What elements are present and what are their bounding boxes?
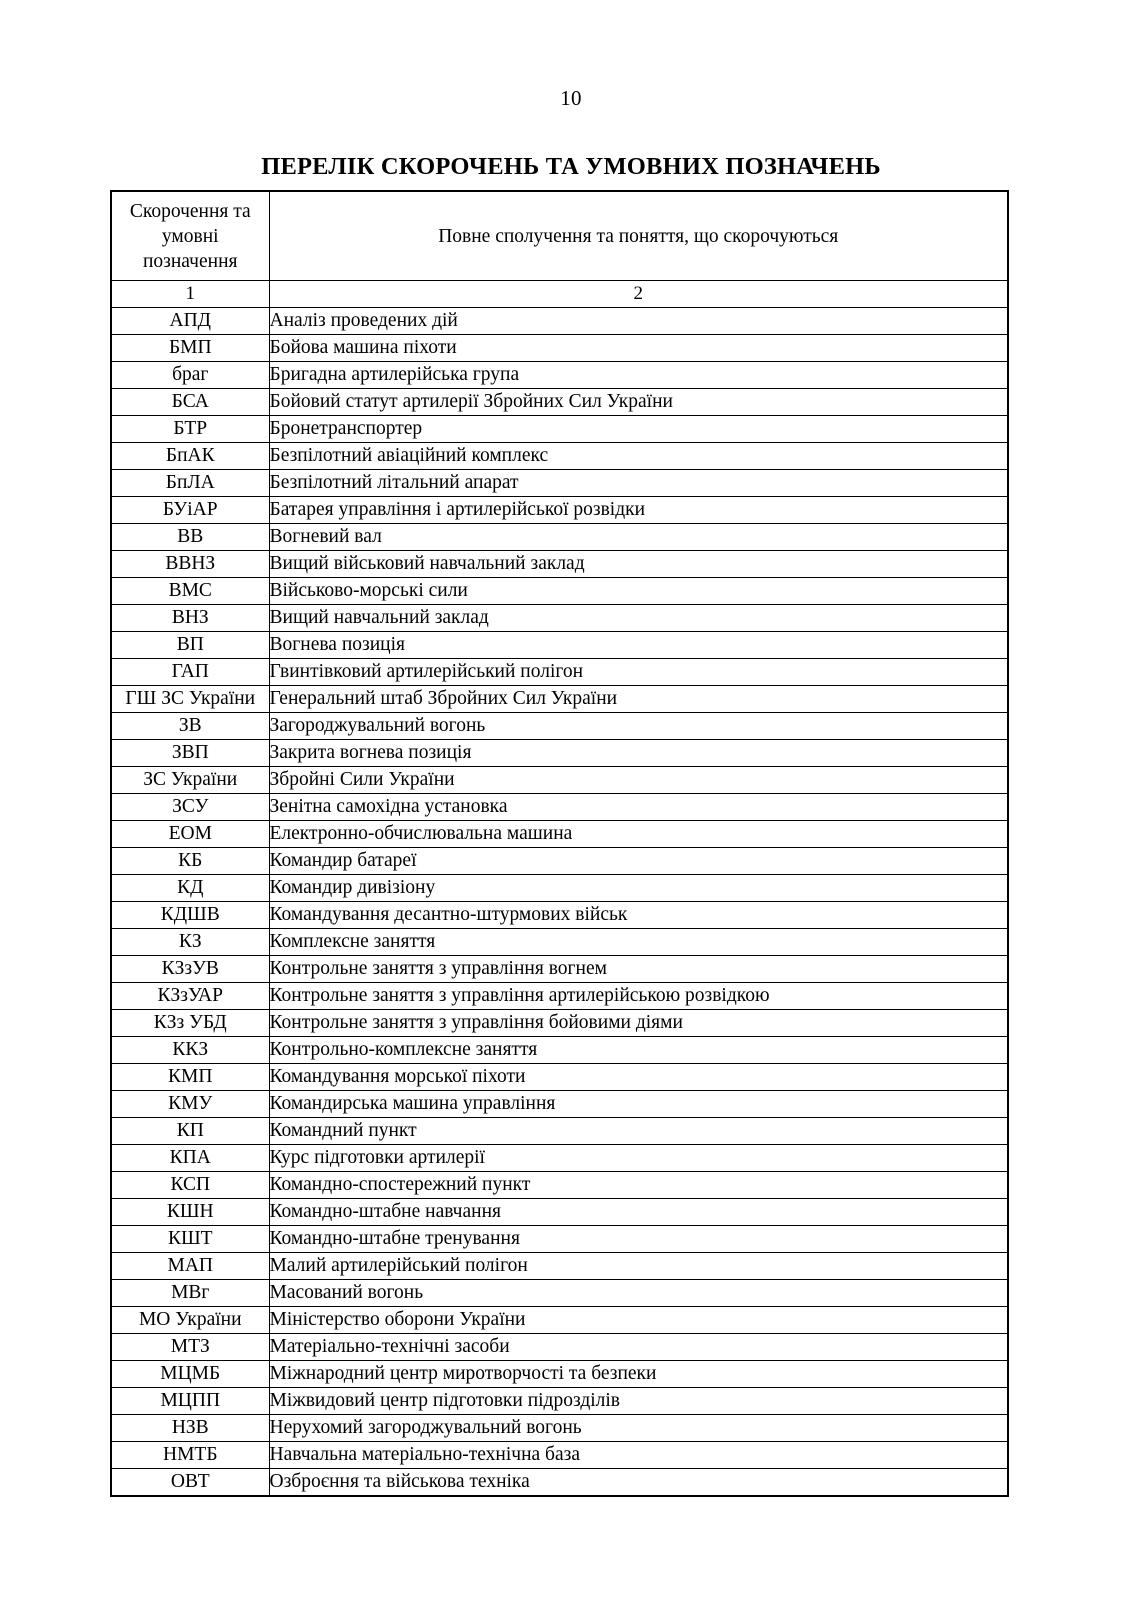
full-form-cell: Командирська машина управління bbox=[269, 1091, 1008, 1118]
full-form-cell: Міністерство оборони України bbox=[269, 1307, 1008, 1334]
full-form-cell: Збройні Сили України bbox=[269, 767, 1008, 794]
table-row bbox=[111, 1307, 1008, 1334]
table-row bbox=[111, 1037, 1008, 1064]
full-form-cell: Бойова машина піхоти bbox=[269, 335, 1008, 362]
table-row bbox=[111, 1199, 1008, 1226]
full-form-cell: Зенітна самохідна установка bbox=[269, 794, 1008, 821]
table-row bbox=[111, 902, 1008, 929]
abbreviation-cell: КЗз УБД bbox=[111, 1010, 269, 1037]
page-number: 10 bbox=[560, 86, 582, 110]
abbreviation-cell: ЗВ bbox=[111, 713, 269, 740]
table-row bbox=[111, 1226, 1008, 1253]
abbreviation-cell: МЦМБ bbox=[111, 1361, 269, 1388]
full-form-cell: Безпілотний літальний апарат bbox=[269, 470, 1008, 497]
full-form-cell: Контрольно-комплексне заняття bbox=[269, 1037, 1008, 1064]
full-form-cell: Бригадна артилерійська група bbox=[269, 362, 1008, 389]
abbreviation-cell: КПА bbox=[111, 1145, 269, 1172]
full-form-cell: Контрольне заняття з управління артилерійською розвідкою bbox=[269, 983, 1008, 1010]
abbreviation-cell: ЗВП bbox=[111, 740, 269, 767]
abbreviation-cell: БпЛА bbox=[111, 470, 269, 497]
table-row bbox=[111, 1442, 1008, 1469]
abbreviation-cell: БСА bbox=[111, 389, 269, 416]
abbreviation-cell: ОВТ bbox=[111, 1469, 269, 1497]
abbreviation-cell: КЗзУАР bbox=[111, 983, 269, 1010]
abbreviation-cell: КСП bbox=[111, 1172, 269, 1199]
abbreviation-cell: БпАК bbox=[111, 443, 269, 470]
full-form-cell: Командир батареї bbox=[269, 848, 1008, 875]
abbreviation-cell: ВП bbox=[111, 632, 269, 659]
full-form-cell: Батарея управління і артилерійської розвідки bbox=[269, 497, 1008, 524]
page-title: ПЕРЕЛІК СКОРОЧЕНЬ ТА УМОВНИХ ПОЗНАЧЕНЬ bbox=[261, 153, 881, 181]
table-row bbox=[111, 416, 1008, 443]
table-row bbox=[111, 389, 1008, 416]
full-form-cell: Командно-штабне тренування bbox=[269, 1226, 1008, 1253]
abbreviation-cell: КД bbox=[111, 875, 269, 902]
abbreviation-cell: НМТБ bbox=[111, 1442, 269, 1469]
table-row bbox=[111, 1253, 1008, 1280]
table-row bbox=[111, 1361, 1008, 1388]
column-header-abbreviation: Скорочення та умовні позначення bbox=[111, 191, 269, 281]
table-body bbox=[111, 308, 1008, 1497]
table-row bbox=[111, 1172, 1008, 1199]
abbreviation-cell: МВг bbox=[111, 1280, 269, 1307]
table-row bbox=[111, 551, 1008, 578]
abbreviation-cell: КМП bbox=[111, 1064, 269, 1091]
abbreviation-cell: ККЗ bbox=[111, 1037, 269, 1064]
table-row bbox=[111, 335, 1008, 362]
table-row bbox=[111, 1145, 1008, 1172]
full-form-cell: Бойовий статут артилерії Збройних Сил України bbox=[269, 389, 1008, 416]
abbreviation-cell: БМП bbox=[111, 335, 269, 362]
full-form-cell: Аналіз проведених дій bbox=[269, 308, 1008, 335]
abbreviation-cell: АПД bbox=[111, 308, 269, 335]
abbreviation-cell: НЗВ bbox=[111, 1415, 269, 1442]
full-form-cell: Військово-морські сили bbox=[269, 578, 1008, 605]
table-column-number-row bbox=[111, 281, 1008, 308]
abbreviations-table-container bbox=[110, 190, 1007, 1497]
table-head bbox=[111, 191, 1008, 308]
full-form-cell: Контрольне заняття з управління бойовими діями bbox=[269, 1010, 1008, 1037]
abbreviation-cell: КШН bbox=[111, 1199, 269, 1226]
table-row bbox=[111, 308, 1008, 335]
full-form-cell: Бронетранспортер bbox=[269, 416, 1008, 443]
full-form-cell: Малий артилерійський полігон bbox=[269, 1253, 1008, 1280]
table-row bbox=[111, 578, 1008, 605]
abbreviation-cell: ГШ ЗС України bbox=[111, 686, 269, 713]
full-form-cell: Закрита вогнева позиція bbox=[269, 740, 1008, 767]
full-form-cell: Курс підготовки артилерії bbox=[269, 1145, 1008, 1172]
full-form-cell: Міжнародний центр миротворчості та безпеки bbox=[269, 1361, 1008, 1388]
table-row bbox=[111, 443, 1008, 470]
column-header-full-form: Повне сполучення та поняття, що скорочуються bbox=[269, 191, 1008, 281]
table-row bbox=[111, 1010, 1008, 1037]
abbreviation-cell: ВВНЗ bbox=[111, 551, 269, 578]
full-form-cell: Вищий навчальний заклад bbox=[269, 605, 1008, 632]
table-row bbox=[111, 1091, 1008, 1118]
full-form-cell: Електронно-обчислювальна машина bbox=[269, 821, 1008, 848]
abbreviation-cell: КБ bbox=[111, 848, 269, 875]
abbreviation-cell: КДШВ bbox=[111, 902, 269, 929]
table-row bbox=[111, 929, 1008, 956]
table-row bbox=[111, 1118, 1008, 1145]
table-row bbox=[111, 848, 1008, 875]
table-row bbox=[111, 497, 1008, 524]
abbreviations-table bbox=[110, 190, 1009, 1497]
full-form-cell: Безпілотний авіаційний комплекс bbox=[269, 443, 1008, 470]
full-form-cell: Комплексне заняття bbox=[269, 929, 1008, 956]
table-row bbox=[111, 1469, 1008, 1497]
abbreviation-cell: браг bbox=[111, 362, 269, 389]
full-form-cell: Вогневий вал bbox=[269, 524, 1008, 551]
full-form-cell: Командир дивізіону bbox=[269, 875, 1008, 902]
table-row bbox=[111, 1415, 1008, 1442]
full-form-cell: Командний пункт bbox=[269, 1118, 1008, 1145]
table-row bbox=[111, 983, 1008, 1010]
full-form-cell: Масований вогонь bbox=[269, 1280, 1008, 1307]
full-form-cell: Матеріально-технічні засоби bbox=[269, 1334, 1008, 1361]
abbreviation-cell: КП bbox=[111, 1118, 269, 1145]
abbreviation-cell: КЗзУВ bbox=[111, 956, 269, 983]
table-row bbox=[111, 1280, 1008, 1307]
full-form-cell: Навчальна матеріально-технічна база bbox=[269, 1442, 1008, 1469]
abbreviation-cell: ЕОМ bbox=[111, 821, 269, 848]
table-row bbox=[111, 1334, 1008, 1361]
abbreviation-cell: ВВ bbox=[111, 524, 269, 551]
table-row bbox=[111, 524, 1008, 551]
abbreviation-cell: МЦПП bbox=[111, 1388, 269, 1415]
full-form-cell: Міжвидовий центр підготовки підрозділів bbox=[269, 1388, 1008, 1415]
table-row bbox=[111, 1064, 1008, 1091]
full-form-cell: Загороджувальний вогонь bbox=[269, 713, 1008, 740]
table-row bbox=[111, 686, 1008, 713]
table-row bbox=[111, 632, 1008, 659]
abbreviation-cell: МО України bbox=[111, 1307, 269, 1334]
full-form-cell: Озброєння та військова техніка bbox=[269, 1469, 1008, 1497]
abbreviation-cell: МТЗ bbox=[111, 1334, 269, 1361]
abbreviation-cell: КЗ bbox=[111, 929, 269, 956]
full-form-cell: Вогнева позиція bbox=[269, 632, 1008, 659]
full-form-cell: Гвинтівковий артилерійський полігон bbox=[269, 659, 1008, 686]
full-form-cell: Командування морської піхоти bbox=[269, 1064, 1008, 1091]
table-row bbox=[111, 659, 1008, 686]
table-header-row bbox=[111, 191, 1008, 281]
full-form-cell: Командування десантно-штурмових військ bbox=[269, 902, 1008, 929]
table-row bbox=[111, 956, 1008, 983]
abbreviation-cell: КМУ bbox=[111, 1091, 269, 1118]
table-row bbox=[111, 362, 1008, 389]
abbreviation-cell: БТР bbox=[111, 416, 269, 443]
table-row bbox=[111, 794, 1008, 821]
table-row bbox=[111, 767, 1008, 794]
full-form-cell: Командно-спостережний пункт bbox=[269, 1172, 1008, 1199]
full-form-cell: Нерухомий загороджувальний вогонь bbox=[269, 1415, 1008, 1442]
column-number-2: 2 bbox=[269, 281, 1008, 308]
table-row bbox=[111, 1388, 1008, 1415]
table-row bbox=[111, 470, 1008, 497]
table-row bbox=[111, 605, 1008, 632]
table-row bbox=[111, 713, 1008, 740]
full-form-cell: Генеральний штаб Збройних Сил України bbox=[269, 686, 1008, 713]
abbreviation-cell: ЗС України bbox=[111, 767, 269, 794]
column-number-1: 1 bbox=[111, 281, 269, 308]
abbreviation-cell: БУіАР bbox=[111, 497, 269, 524]
full-form-cell: Контрольне заняття з управління вогнем bbox=[269, 956, 1008, 983]
table-row bbox=[111, 821, 1008, 848]
abbreviation-cell: КШТ bbox=[111, 1226, 269, 1253]
abbreviation-cell: ЗСУ bbox=[111, 794, 269, 821]
full-form-cell: Командно-штабне навчання bbox=[269, 1199, 1008, 1226]
abbreviation-cell: ВМС bbox=[111, 578, 269, 605]
abbreviation-cell: ВНЗ bbox=[111, 605, 269, 632]
full-form-cell: Вищий військовий навчальний заклад bbox=[269, 551, 1008, 578]
abbreviation-cell: МАП bbox=[111, 1253, 269, 1280]
table-row bbox=[111, 875, 1008, 902]
table-row bbox=[111, 740, 1008, 767]
abbreviation-cell: ГАП bbox=[111, 659, 269, 686]
